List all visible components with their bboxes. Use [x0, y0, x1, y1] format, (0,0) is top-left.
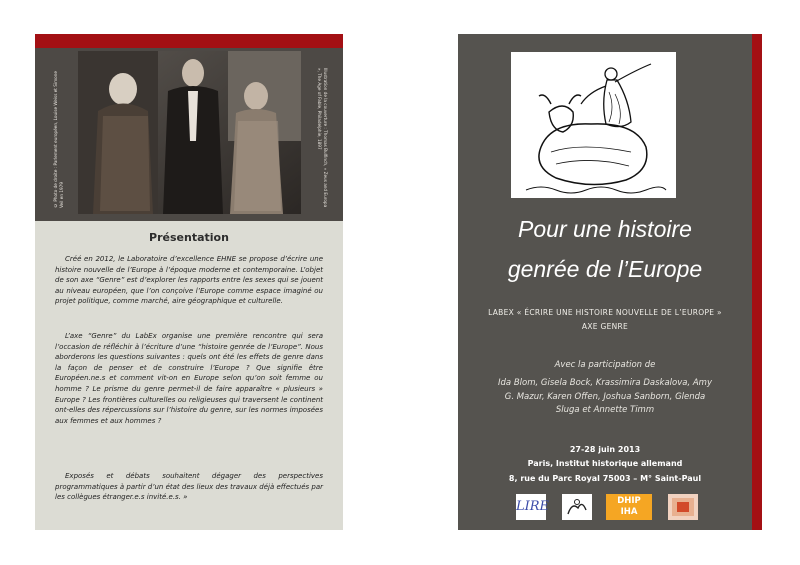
presentation-title: Présentation: [149, 231, 229, 244]
iha-text: IHA: [620, 507, 638, 517]
presentation-paragraph: Créé en 2012, le Laboratoire d’excellence EHNE se propose d’écrire une histoire nouvelle de l’Europe à l’époque moderne et contemporaine. L’objet de son axe “Genre” est d’explorer les rapports entre les sexes qui se jouent au niveau européen, que l’on conçoive l’Europe comme espace imaginé ou projet politique, comme marché, aire géographique et culturelle.: [55, 255, 323, 306]
event-address: 8, rue du Parc Royal 75003 – M° Saint-Paul: [508, 474, 702, 483]
europa-engraving: [511, 52, 676, 198]
ehne-logo: [562, 494, 592, 520]
labex-axis: AXE GENRE: [581, 322, 629, 331]
top-red-bar: [35, 34, 343, 48]
lire-logo: LIRE: [516, 494, 546, 520]
cover-illustration-caption: Illustration de la couverture : Thomas Bulfinch, « Zeus and Europa », The Age of Fable, Philadelphie, 1897: [317, 68, 328, 208]
participants-list: Ida Blom, Gisela Bock, Krassimira Daskalova, Amy G. Mazur, Karen Offen, Joshua Sanborn, Glenda Sluga et Annette Timm: [498, 378, 712, 416]
presentation-paragraph: L’axe “Genre” du LabEx organise une première rencontre qui sera l’occasion de réfléchir à l’écriture d’une “histoire genrée de l’Europe”. Nous aborderons les questions suivantes : quels ont été les effets de genre dans la façon de penser et de construire l’Europe ? Que signifie être Européen.ne.s et comment vit-on en Europe selon qu’on soit femme ou homme ? Le prisme du genre permet-il de faire apparaître « plusieurs » Europe ? Les frontières culturelles ou religieuses qui traversent le continent ont-elles des répercussions sur l’histoire du genre, sur les normes imposées aux femmes et aux hommes ?: [55, 332, 323, 425]
cover-panel: [458, 34, 752, 530]
title-line: genrée de l’Europe: [507, 256, 703, 282]
main-title: [458, 209, 752, 289]
event-date: 27-28 juin 2013: [569, 445, 641, 454]
right-red-bar: [752, 34, 762, 530]
dhip-text: DHIP: [617, 496, 641, 506]
partner-logo: [668, 494, 698, 520]
participation-label: Avec la participation de: [554, 360, 656, 370]
presentation-paragraph: Exposés et débats souhaitent dégager des perspectives programmatiques à partir d’un état des lieux des travaux déjà effectués par les collègues étranger.e.s invité.e.s. »: [55, 472, 323, 502]
photo-band: [35, 48, 343, 221]
historical-photo: [78, 51, 301, 214]
photo-credit: © Photo de droite : Parlement européen, Louise Weiss et Simone Veil en 1979: [53, 71, 64, 208]
presentation-panel: [35, 34, 343, 530]
event-venue: Paris, Institut historique allemand: [527, 459, 683, 468]
dhip-iha-logo: [606, 494, 652, 520]
labex-name: LABEX « ÉCRIRE UNE HISTOIRE NOUVELLE DE L’EUROPE »: [488, 308, 722, 317]
title-line: Pour une histoire: [518, 216, 692, 242]
